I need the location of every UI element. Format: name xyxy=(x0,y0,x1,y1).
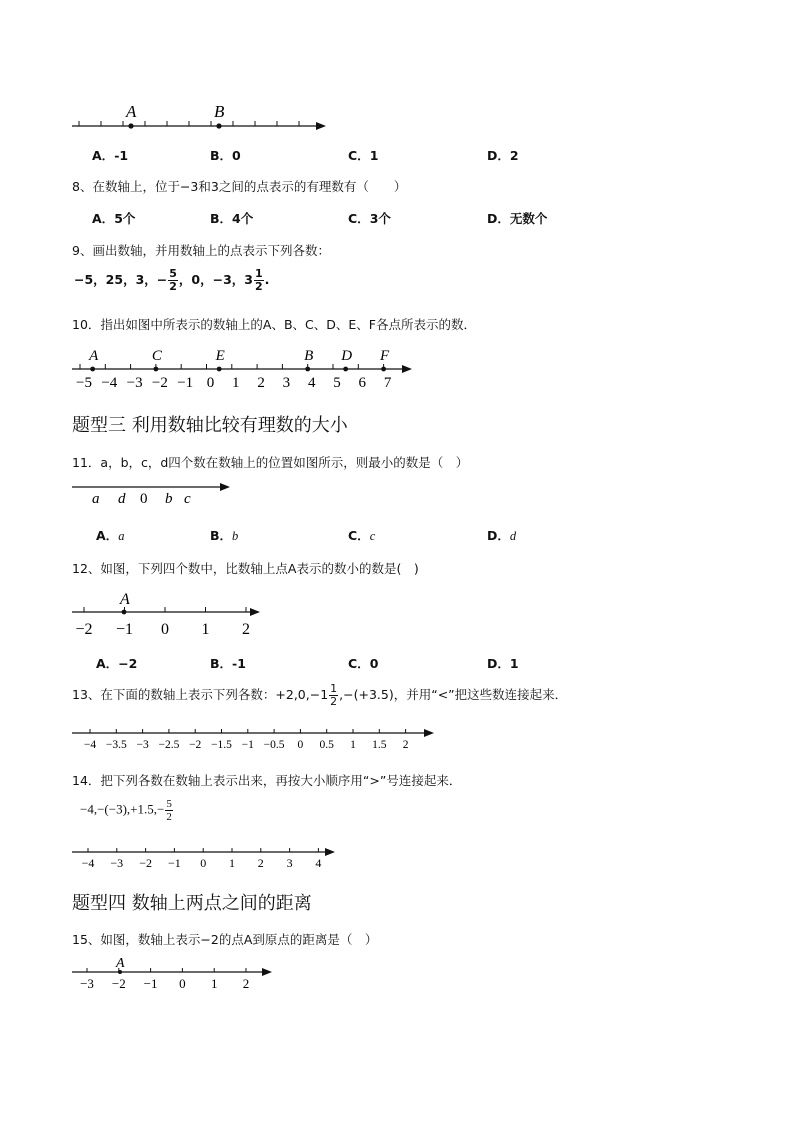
q8-option-d: D．无数个 xyxy=(487,211,548,226)
q11-option-a: A．a xyxy=(96,528,125,543)
q10-point-label: C xyxy=(151,348,162,364)
q13-tick-label: −1 xyxy=(241,739,254,751)
q13-tick-label: −2.5 xyxy=(158,739,180,751)
q8-text: 8、在数轴上，位于−3和3之间的点表示的有理数有（ ） xyxy=(72,179,407,194)
q12-option-b: B．-1 xyxy=(210,656,246,671)
q12-label-a: A xyxy=(120,591,130,608)
q10-tick-label: 7 xyxy=(383,375,392,391)
q10-point xyxy=(305,367,310,372)
q10-tick-label: 6 xyxy=(358,375,367,391)
q8-option-c: C．3个 xyxy=(348,211,391,226)
q14-tick-label: −2 xyxy=(139,856,152,870)
q7-number-line xyxy=(72,102,326,130)
q7-label-a: A xyxy=(126,102,137,121)
q10-number-line xyxy=(72,348,412,391)
q10-point-label: D xyxy=(341,348,353,364)
q13-tick-label: −1.5 xyxy=(211,739,232,751)
q14-number-line xyxy=(72,848,335,870)
q15-label-a: A xyxy=(116,956,125,971)
q14-number-list: −4,−(−3),+1.5,− $\frac{5}{2}$ xyxy=(80,798,172,823)
q9-number-list: −5，25，3，− $\frac{5}{2}$ ，0，−3，3 $\frac{1}{2}$ . xyxy=(74,267,270,293)
q14-tick-label: 4 xyxy=(315,856,322,870)
q10-point-label: E xyxy=(215,348,225,364)
q15-tick-label: 1 xyxy=(210,976,218,991)
q7-label-b: B xyxy=(214,102,225,121)
q15-tick-label: −3 xyxy=(80,976,94,991)
q13-tick-label: 1 xyxy=(350,739,356,751)
q14-tick-label: 1 xyxy=(229,856,235,870)
q12-tick-label: −1 xyxy=(115,621,134,638)
q10-tick-label: 3 xyxy=(282,375,291,391)
q14-text: 14．把下列各数在数轴上表示出来，再按大小顺序用“>”号连接起来． xyxy=(72,773,462,788)
q11-number-line xyxy=(72,483,230,507)
q13-tick-label: 0 xyxy=(297,739,304,751)
q13-text: 13、在下面的数轴上表示下列各数：+2,0,−1 $\frac{1}{2}$ ,−(+3.5)，并用“<”把这些数连接起来． xyxy=(72,682,568,708)
q12-tick-label: 0 xyxy=(161,621,169,638)
q12-option-c: C．0 xyxy=(348,656,379,671)
q15-tick-label: 2 xyxy=(242,976,250,991)
q14-tick-label: 2 xyxy=(257,856,264,870)
q10-point-label: F xyxy=(380,348,390,364)
q12-tick-label: 2 xyxy=(242,621,250,638)
q15-text: 15、如图，数轴上表示−2的点A到原点的距离是（ ） xyxy=(72,932,378,947)
q11-label-c: c xyxy=(184,491,191,507)
q14-tick-label: −4 xyxy=(81,856,95,870)
q11-label-d: d xyxy=(118,491,126,507)
q15-tick-label: 0 xyxy=(179,976,186,991)
q12-number-line xyxy=(72,591,260,638)
q7-option-a: A．-1 xyxy=(92,148,129,163)
q11-option-c: C．c xyxy=(348,528,376,543)
q14-tick-label: −1 xyxy=(168,856,181,870)
q15-tick-label: −2 xyxy=(111,976,126,991)
q10-point-label: B xyxy=(304,348,314,364)
q13-tick-label: −3 xyxy=(136,739,149,751)
q10-tick-label: −4 xyxy=(101,375,118,391)
q7-option-d: D．2 xyxy=(487,148,519,163)
q13-tick-label: −2 xyxy=(189,739,202,751)
q12-point-a xyxy=(122,610,127,615)
q9-text: 9、画出数轴，并用数轴上的点表示下列各数： xyxy=(72,243,330,258)
q7-point-b xyxy=(216,123,221,128)
q10-tick-label: 2 xyxy=(257,375,265,391)
q14-tick-label: 3 xyxy=(286,856,293,870)
q15-tick-label: −1 xyxy=(143,976,158,991)
q10-point xyxy=(343,367,348,372)
q15-number-line xyxy=(72,956,272,991)
q10-tick-label: −2 xyxy=(151,375,168,391)
q12-tick-label: 1 xyxy=(201,621,210,638)
q10-point xyxy=(90,367,95,372)
q10-text: 10．指出如图中所表示的数轴上的A、B、C、D、E、F各点所表示的数． xyxy=(72,317,476,332)
q8-option-b: B．4个 xyxy=(210,211,254,226)
q10-tick-label: 0 xyxy=(206,375,215,391)
q12-option-a: A．−2 xyxy=(96,656,138,671)
q7-option-c: C．1 xyxy=(348,148,379,163)
q10-tick-label: 4 xyxy=(307,375,316,391)
q10-point-label: A xyxy=(89,348,99,364)
q8-option-a: A．5个 xyxy=(92,211,136,226)
q7-point-a xyxy=(128,123,133,128)
q11-option-d: D．d xyxy=(487,528,517,543)
q11-label-a: a xyxy=(92,491,100,507)
q10-tick-label: 5 xyxy=(333,375,341,391)
q10-tick-label: −5 xyxy=(76,375,92,391)
q14-tick-label: 0 xyxy=(200,856,207,870)
q13-tick-label: 2 xyxy=(402,739,409,751)
q12-option-d: D．1 xyxy=(487,656,519,671)
q11-text: 11．a，b，c，d四个数在数轴上的位置如图所示，则最小的数是（ ） xyxy=(72,455,469,470)
q13-tick-label: −3.5 xyxy=(105,739,127,751)
q14-tick-label: −3 xyxy=(110,856,124,870)
q11-label-zero: 0 xyxy=(140,491,148,507)
q13-number-line xyxy=(72,729,434,751)
section-3-title: 题型三 利用数轴比较有理数的大小 xyxy=(72,415,348,436)
q13-tick-label: 0.5 xyxy=(319,739,334,751)
q12-text: 12、如图，下列四个数中，比数轴上点A表示的数小的数是( ) xyxy=(72,561,419,576)
q10-point xyxy=(154,367,159,372)
q7-option-b: B．0 xyxy=(210,148,241,163)
q12-tick-label: −2 xyxy=(75,621,93,638)
q10-tick-label: −1 xyxy=(177,375,194,391)
q13-tick-label: −4 xyxy=(83,739,97,751)
q10-point xyxy=(217,367,222,372)
q11-label-b: b xyxy=(165,491,173,507)
section-4-title: 题型四 数轴上两点之间的距离 xyxy=(72,893,312,914)
q11-option-b: B．b xyxy=(210,528,239,543)
q13-tick-label: −0.5 xyxy=(263,739,285,751)
q10-point xyxy=(381,367,386,372)
q13-tick-label: 1.5 xyxy=(372,739,387,751)
q10-tick-label: −3 xyxy=(126,375,143,391)
q10-tick-label: 1 xyxy=(232,375,240,391)
